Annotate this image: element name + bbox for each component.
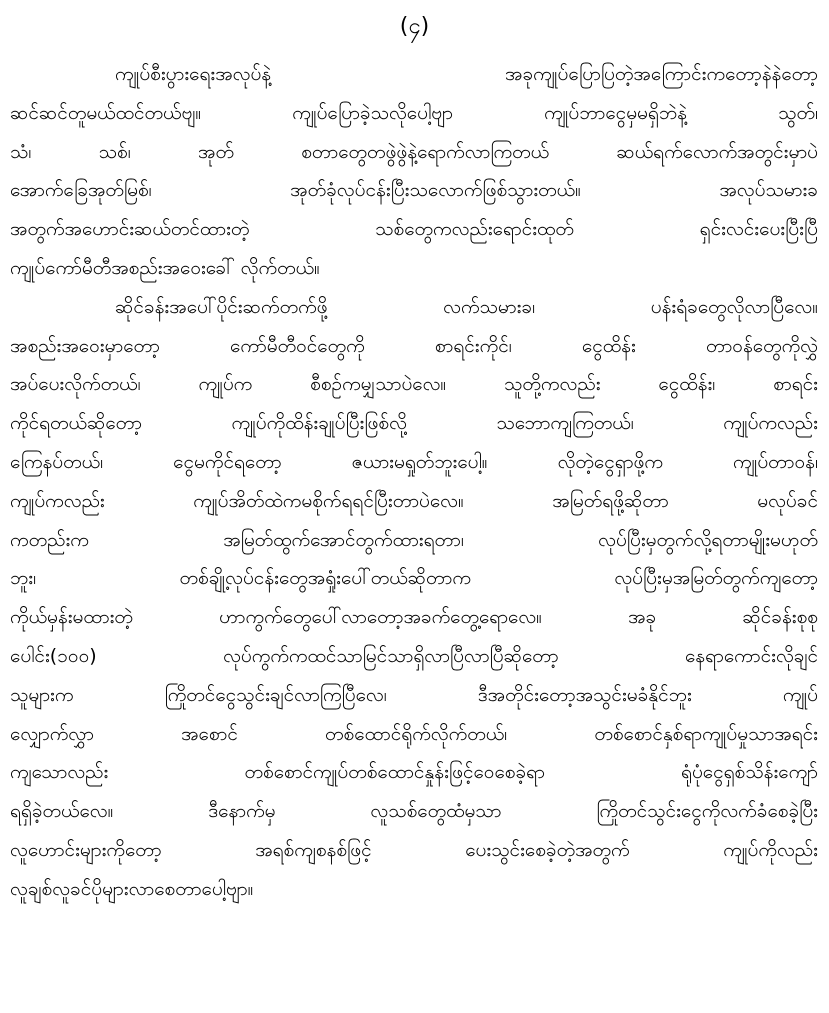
text-line: ကိုယ်မှန်းမထားတဲ့ ဟာကွက်တွေပေါ်လာတော့အခက်တွေ့ရောလေ။ အခု ဆိုင်ခန်းစုစု <box>10 606 818 629</box>
text-line: ကျသောလည်း တစ်စောင်ကျုပ်တစ်ထောင်နှုန်းဖြင့်ဝေစေခဲ့ရာ ရုံပုံငွေရှစ်သိန်းကျော် <box>10 761 818 784</box>
body-text <box>10 55 818 909</box>
text-line: ကြေနပ်တယ်၊ ငွေမကိုင်ရတော့ ဇယားမရှုတ်ဘူးပေါ့။ လိုတဲ့ငွေရှာဖို့က ကျုပ်တာဝန်၊ <box>10 450 818 473</box>
text-line: ကျုပ်စီးပွားရေးအလုပ်နဲ့ အခုကျုပ်ပြောပြတဲ့အကြောင်းကတော့နဲနဲတော့ <box>115 63 818 85</box>
paragraph-2 <box>10 288 818 909</box>
text-line: ဆိုင်ခန်းအပေါ်ပိုင်းဆက်တက်ဖို့ လက်သမားခ၊ ပန်းရံခတွေလိုလာပြီလေ။ <box>115 295 818 318</box>
paragraph-1 <box>10 55 818 288</box>
text-line: ဆင်ဆင်တူမယ်ထင်တယ်ဗျ။ ကျုပ်ပြောခဲ့သလိုပေါ့ဗျာ ကျုပ်ဘာငွေမှမရှိဘဲနဲ့ သွတ်၊ <box>10 101 818 124</box>
text-line: ကတည်းက အမြတ်ထွက်အောင်တွက်ထားရတာ၊ လုပ်ပြီးမှတွက်လို့ရတာမျိုးမဟုတ် <box>10 528 818 551</box>
text-line: သံ၊ သစ်၊ အုတ် စတာတွေတဖွဲဖွဲနဲ့ရောက်လာကြတယ် ဆယ်ရက်လောက်အတွင်းမှာပဲ <box>10 140 818 163</box>
text-line: သူများက ကြိုတင်ငွေသွင်းချင်လာကြပြီလေ၊ ဒီအတိုင်းတော့အသွင်းမခံနိုင်ဘူး ကျုပ် <box>10 683 818 706</box>
text-line: လူဟောင်းများကိုတော့ အရစ်ကျစနစ်ဖြင့် ပေးသွင်းစေခဲ့တဲ့အတွက် ကျုပ်ကိုလည်း <box>10 838 818 861</box>
text-line: လျှောက်လွှာ အစောင် တစ်ထောင်ရိုက်လိုက်တယ်၊ တစ်စောင်နှစ်ရာကျုပ်မှုသာအရင်း <box>10 722 818 745</box>
text-line: ကိုင်ရတယ်ဆိုတော့ ကျုပ်ကိုထိန်းချုပ်ပြီးဖြစ်လို့ သဘောကျကြတယ်၊ ကျုပ်ကလည်း <box>10 412 818 435</box>
text-line: အတွက်အဟောင်းဆယ်တင်ထားတဲ့ သစ်တွေကလည်းရောင်းထုတ် ရှင်းလင်းပေးပြီးပြီ <box>10 218 818 241</box>
text-line: ဘူး၊ တစ်ချို့လုပ်ငန်းတွေအရှုံးပေါ်တယ်ဆိုတာက လုပ်ပြီးမှအမြတ်တွက်ကျတော့ <box>10 567 818 590</box>
text-line: ရရှိခဲ့တယ်လေ။ ဒီနောက်မှ လူသစ်တွေထံမှသာ ကြိုတင်သွင်းငွေကိုလက်ခံစေခဲ့ပြီး <box>10 800 818 823</box>
text-line: အောက်ခြေအုတ်မြစ်၊ အုတ်ခုံလုပ်ငန်းပြီးသလောက်ဖြစ်သွားတယ်။ အလုပ်သမားခ <box>10 179 818 202</box>
text-line: ကျုပ်ကလည်း ကျုပ်အိတ်ထဲကမစိုက်ရရင်ပြီးတာပဲလေ။ အမြတ်ရဖို့ဆိုတာ မလုပ်ခင် <box>10 489 818 512</box>
text-line: အပ်ပေးလိုက်တယ်၊ ကျုပ်က စီစဉ်ကမျှသာပဲလေ။ သူတို့ကလည်း ငွေထိန်း၊ စာရင်း <box>10 373 818 396</box>
page-number: (၄) <box>399 14 430 39</box>
text-line: အစည်းအဝေးမှာတော့ ကော်မီတီဝင်တွေကို စာရင်းကိုင်၊ ငွေထိန်း တာဝန်တွေကိုလွှဲ <box>10 334 818 357</box>
text-line: လူချစ်လူခင်ပိုများလာစေတာပေါ့ဗျာ။ <box>10 877 254 900</box>
text-line: ကျုပ်ကော်မီတီအစည်းအဝေးခေါ် လိုက်တယ်။ <box>10 256 320 279</box>
text-line: ပေါင်း(၁၀၀) လုပ်ကွက်ကထင်သာမြင်သာရှိလာပြီလာပြီဆိုတော့ နေရာကောင်းလိုချင် <box>10 644 818 667</box>
